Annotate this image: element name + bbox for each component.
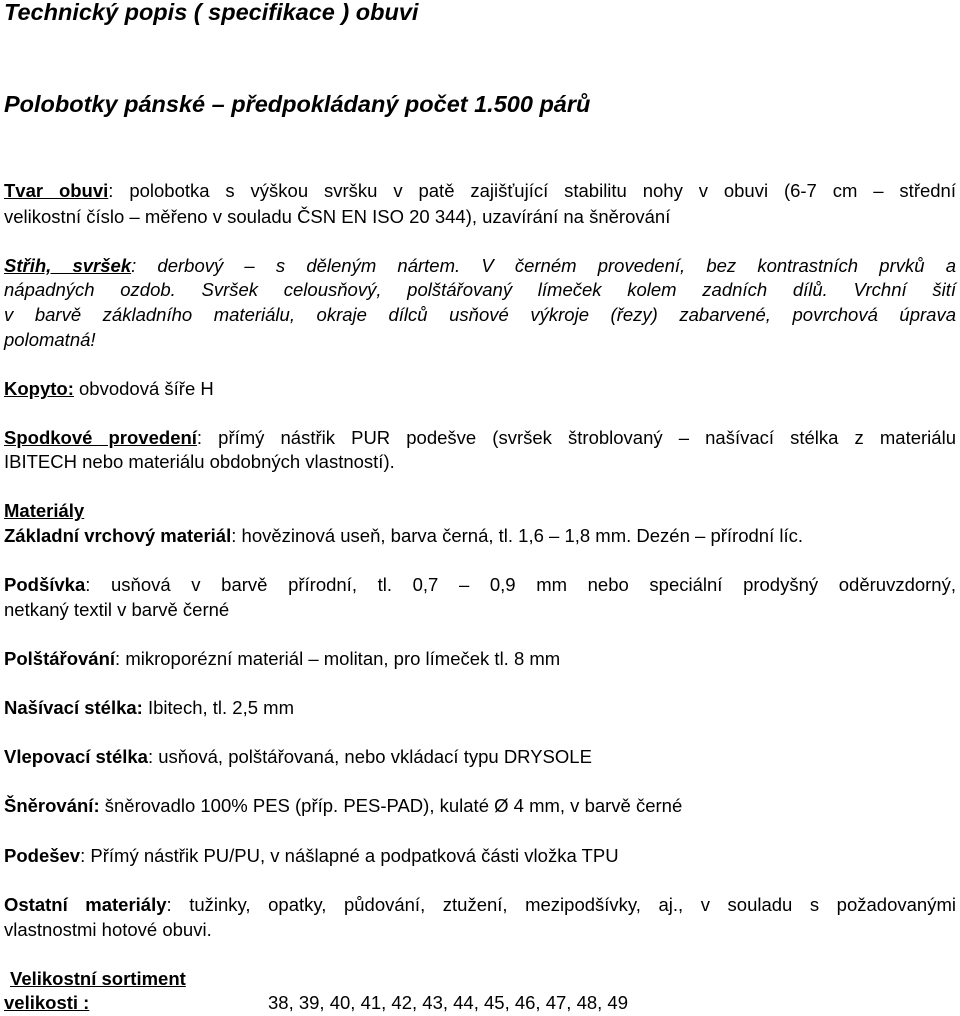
polstarovani-label: Polštářování [4, 648, 116, 669]
spodek-label: Spodkové provedení [4, 427, 197, 448]
section-zakladni-material [4, 525, 803, 546]
podsivka-text-line2: netkaný textil v barvě černé [4, 599, 230, 620]
zakladni-text: : hovězinová useň, barva černá, tl. 1,6 – 1,8 mm. Dezén – přírodní líc. [231, 525, 803, 546]
kopyto-label: Kopyto: [4, 378, 74, 399]
nasivaci-label: Našívací stélka: [4, 697, 143, 718]
velikostni-sortiment-heading: Velikostní sortiment [10, 968, 186, 989]
spodek-text-line1: : přímý nástřik PUR podešve (svršek štroblovaný – našívací stélka z materiálu [196, 427, 956, 448]
vlepovaci-text: : usňová, polštářovaná, nebo vkládací typu DRYSOLE [147, 746, 592, 767]
kopyto-text: obvodová šíře H [73, 378, 214, 399]
section-kopyto [4, 378, 214, 399]
snerovani-label: Šněrování: [4, 795, 100, 816]
podsivka-text-line1: : usňová v barvě přírodní, tl. 0,7 – 0,9 mm nebo speciální prodyšný oděruvzdorný, [85, 574, 956, 595]
strih-text-line1: : derbový – s děleným nártem. V černém provedení, bez kontrastních prvků a [131, 255, 956, 276]
section-polstarovani [4, 648, 560, 669]
velikosti-list: 38, 39, 40, 41, 42, 43, 44, 45, 46, 47, 48, 49 [268, 992, 629, 1013]
strih-label: Střih, svršek [4, 255, 132, 276]
section-vlepovaci-stelka [4, 746, 592, 767]
strih-text-line2: nápadných ozdob. Svršek celousňový, polštářovaný límeček kolem zadních dílů. Vrchní šití [4, 279, 956, 300]
podesev-label: Podešev [4, 845, 81, 866]
vlepovaci-label: Vlepovací stélka [4, 746, 148, 767]
ostatni-text-line2: vlastnostmi hotové obuvi. [4, 919, 212, 940]
nasivaci-text: Ibitech, tl. 2,5 mm [142, 697, 294, 718]
snerovani-text: šněrovadlo 100% PES (příp. PES-PAD), kulaté Ø 4 mm, v barvě černé [99, 795, 683, 816]
podsivka-label: Podšívka [4, 574, 86, 595]
section-nasivaci-stelka [4, 697, 294, 718]
zakladni-label: Základní vrchový materiál [4, 525, 232, 546]
document-subtitle: Polobotky pánské – předpokládaný počet 1.500 párů [4, 91, 591, 117]
ostatni-text-line1: : tužinky, opatky, půdování, ztužení, mezipodšívky, aj., v souladu s požadovanými [166, 894, 956, 915]
ostatni-label: Ostatní materiály [4, 894, 167, 915]
spodek-text-line2: IBITECH nebo materiálu obdobných vlastností). [4, 451, 395, 472]
document-title: Technický popis ( specifikace ) obuvi [4, 0, 419, 25]
section-podesev [4, 845, 619, 866]
section-snerovani [4, 795, 682, 816]
velikosti-label: velikosti : [4, 992, 90, 1013]
strih-text-line3: v barvě základního materiálu, okraje dílců usňové výkroje (řezy) zabarvené, povrchová úprava [4, 304, 956, 325]
polstarovani-text: : mikroporézní materiál – molitan, pro límeček tl. 8 mm [115, 648, 561, 669]
tvar-label: Tvar obuvi [4, 180, 109, 201]
tvar-text-line2: velikostní číslo – měřeno v souladu ČSN EN ISO 20 344), uzavírání na šněrování [4, 206, 671, 227]
materialy-heading: Materiály [4, 500, 85, 521]
strih-text-line4: polomatná! [4, 329, 96, 350]
tvar-text-line1: : polobotka s výškou svršku v patě zajišťující stabilitu nohy v obuvi (6-7 cm – střední [108, 180, 956, 201]
podesev-text: : Přímý nástřik PU/PU, v nášlapné a podpatková části vložka TPU [80, 845, 619, 866]
